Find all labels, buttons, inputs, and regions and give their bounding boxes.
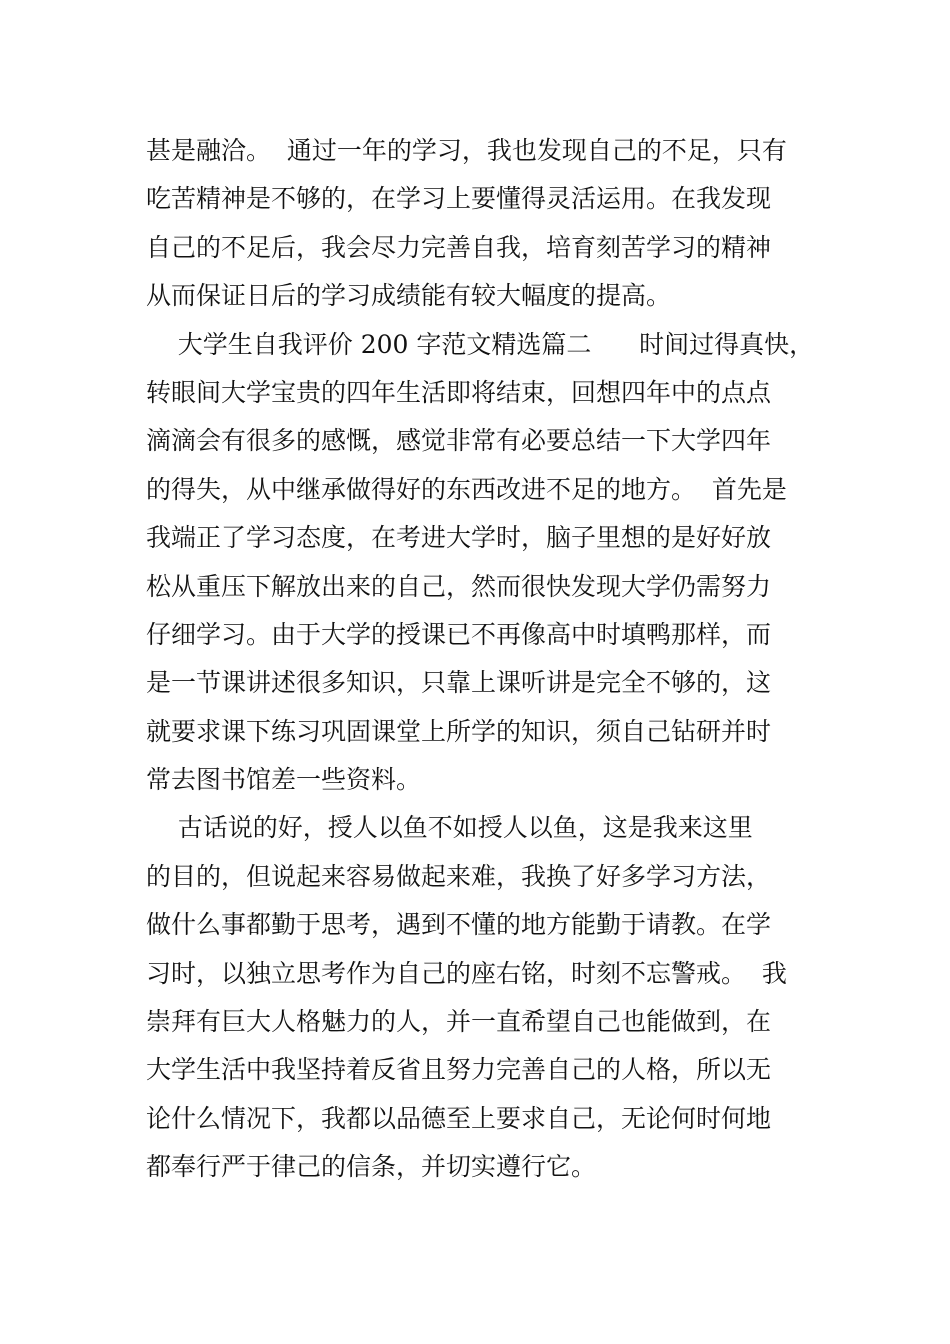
text-line: 转眼间大学宝贵的四年生活即将结束，回想四年中的点点 bbox=[146, 377, 772, 407]
section-heading-line: 大学生自我评价 200 字范文精选篇二 时间过得真快， bbox=[146, 329, 815, 359]
text-line: 甚是融洽。 通过一年的学习，我也发现自己的不足，只有 bbox=[146, 136, 787, 165]
text-line: 常去图书馆差一些资料。 bbox=[146, 765, 422, 795]
text-line: 就要求课下练习巩固课堂上所学的知识，须自己钻研并时 bbox=[146, 716, 772, 746]
text-line: 吃苦精神是不够的，在学习上要懂得灵活运用。在我发现 bbox=[146, 184, 772, 214]
text-line: 古话说的好，授人以鱼不如授人以鱼，这是我来这里 bbox=[146, 813, 753, 843]
text-line: 从而保证日后的学习成绩能有较大幅度的提高。 bbox=[146, 281, 672, 311]
text-line: 都奉行严于律己的信条，并切实遵行它。 bbox=[146, 1152, 597, 1182]
text-line: 我端正了学习态度，在考进大学时，脑子里想的是好好放 bbox=[146, 523, 772, 553]
text-line: 论什么情况下，我都以品德至上要求自己，无论何时何地 bbox=[146, 1103, 772, 1133]
text-line: 滴滴会有很多的感慨，感觉非常有必要总结一下大学四年 bbox=[146, 426, 772, 456]
text-line: 的得失，从中继承做得好的东西改进不足的地方。 首先是 bbox=[146, 474, 787, 504]
text-line: 自己的不足后，我会尽力完善自我，培育刻苦学习的精神 bbox=[146, 232, 772, 262]
text-line: 做什么事都勤于思考，遇到不懂的地方能勤于请教。在学 bbox=[146, 910, 772, 940]
document-body bbox=[146, 127, 826, 1192]
text-line: 的目的，但说起来容易做起来难，我换了好多学习方法， bbox=[146, 861, 772, 891]
text-line: 是一节课讲述很多知识，只靠上课听讲是完全不够的，这 bbox=[146, 668, 772, 698]
text-line: 崇拜有巨大人格魅力的人，并一直希望自己也能做到，在 bbox=[146, 1007, 772, 1037]
text-line: 仔细学习。由于大学的授课已不再像高中时填鸭那样，而 bbox=[146, 619, 772, 649]
text-line: 习时，以独立思考作为自己的座右铭，时刻不忘警戒。 我 bbox=[146, 958, 787, 988]
text-line: 松从重压下解放出来的自己，然而很快发现大学仍需努力 bbox=[146, 571, 772, 601]
text-line: 大学生活中我坚持着反省且努力完善自己的人格，所以无 bbox=[146, 1055, 772, 1085]
